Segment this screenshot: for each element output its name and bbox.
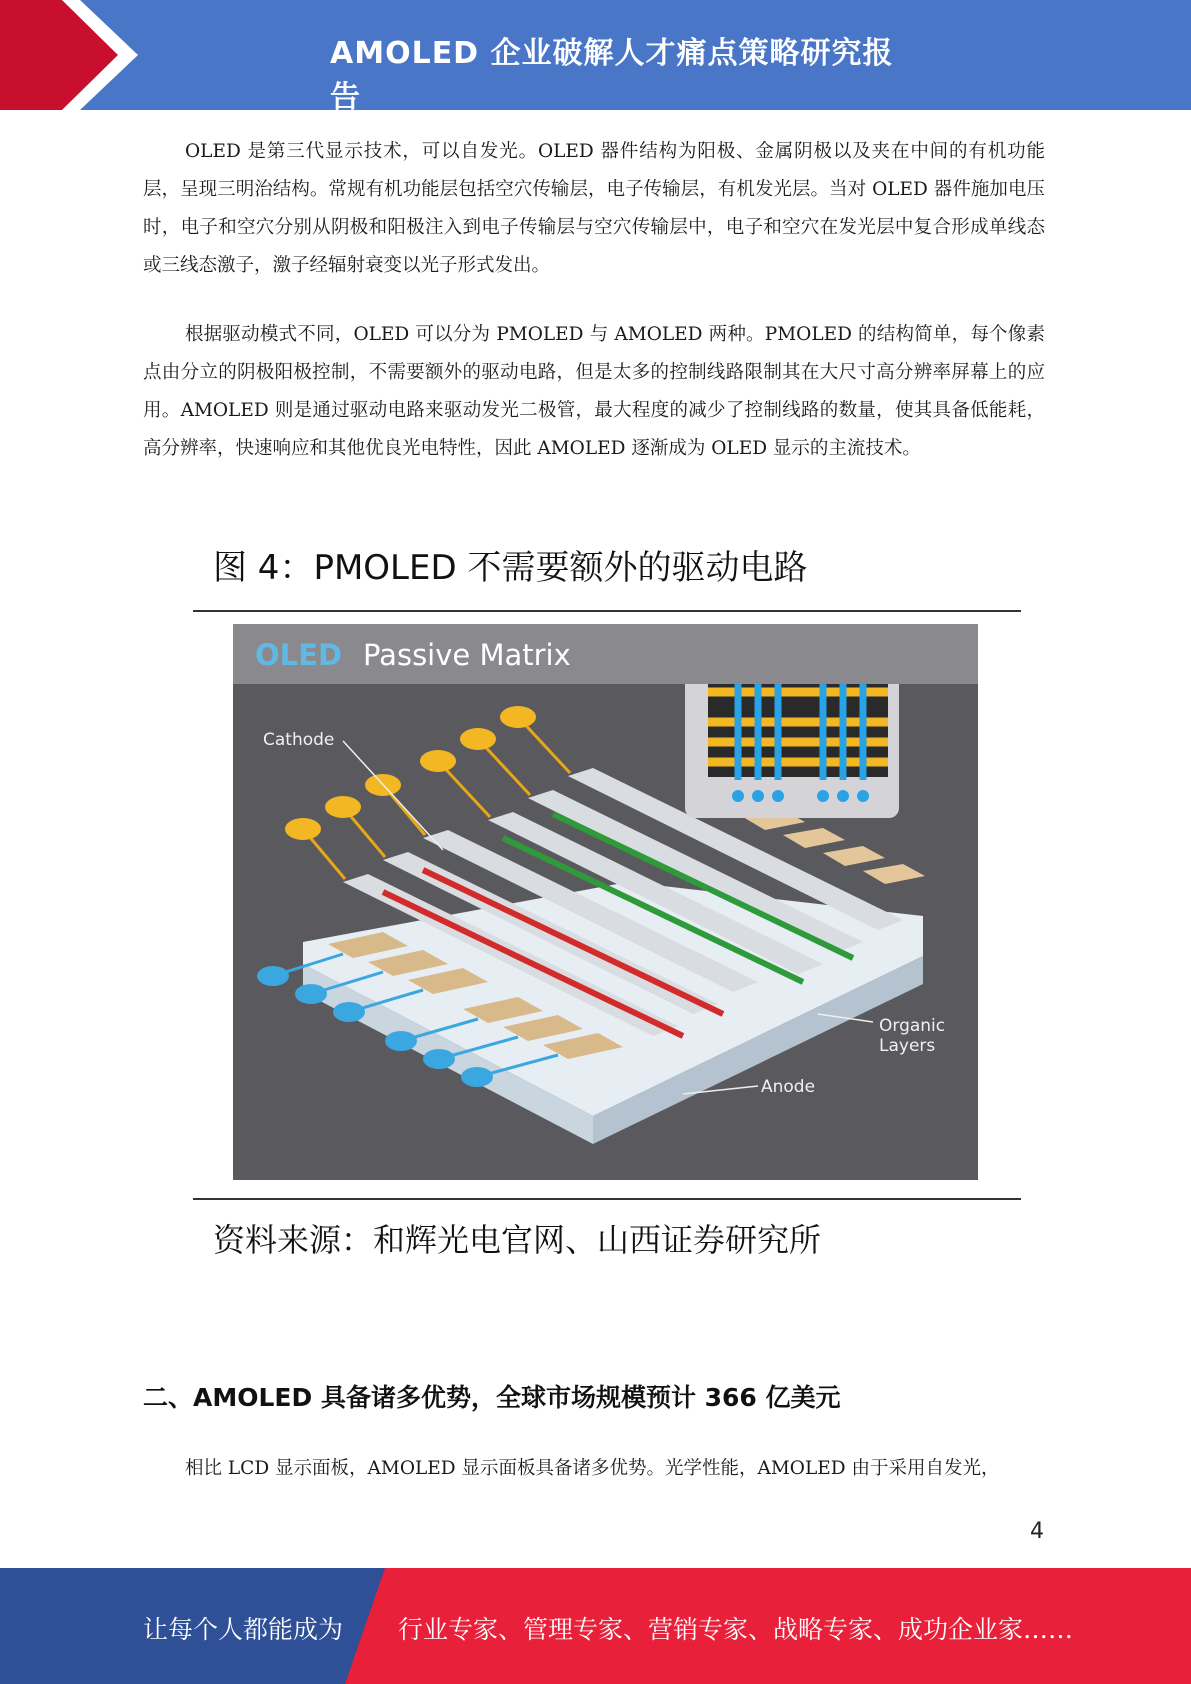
figure (143, 540, 1043, 1260)
page-number: 4 (1030, 1519, 1044, 1544)
diagram-title-accent: OLED (255, 638, 343, 672)
footer-slogan-left: 让每个人都能成为 (143, 1615, 344, 1644)
header-chevron-icon (0, 0, 160, 110)
anode-label: Anode (761, 1077, 816, 1097)
organic-layers-label-line-2: Layers (879, 1036, 936, 1056)
page-footer (0, 1568, 1191, 1684)
figure-bottom-rule (193, 1198, 1021, 1200)
page-header (0, 0, 1191, 115)
diagram-title: Passive Matrix (363, 638, 571, 672)
oled-passive-matrix-diagram (233, 624, 978, 1180)
figure-title: 图 4：PMOLED 不需要额外的驱动电路 (213, 548, 808, 588)
footer-slogan-right: 行业专家、管理专家、营销专家、战略专家、成功企业家…… (398, 1615, 1074, 1644)
header-title: AMOLED 企业破解人才痛点策略研究报告 (330, 36, 894, 115)
body-paragraph-2: 根据驱动模式不同，OLED 可以分为 PMOLED 与 AMOLED 两种。PMOLED 的结构简单，每个像素点由分立的阴极阳极控制，不需要额外的驱动电路，但是太多的控制线路限制其在大尺寸高分辨率屏幕上的应用。AMOLED 则是通过驱动电路来驱动发光二极管，最大程度的减少了控制线路的数量，使其具备低能耗，高分辨率，快速响应和其他优良光电特性，因此 AMOLED 逐渐成为 OLED 显示的主流技术。 (143, 324, 1045, 459)
figure-source: 资料来源：和辉光电官网、山西证券研究所 (213, 1221, 822, 1259)
body-paragraph-3: 相比 LCD 显示面板，AMOLED 显示面板具备诸多优势。光学性能，AMOLED 由于采用自发光， (185, 1458, 1000, 1479)
cathode-label: Cathode (263, 730, 335, 750)
organic-layers-label-line-1: Organic (879, 1016, 946, 1036)
section-heading: 二、AMOLED 具备诸多优势，全球市场规模预计 366 亿美元 (143, 1383, 841, 1412)
passive-matrix-illustration (233, 624, 978, 1180)
organic-layers-label (879, 1016, 945, 1056)
figure-top-rule (193, 610, 1021, 612)
diagram-header-band (233, 624, 978, 684)
body-paragraph-1: OLED 是第三代显示技术，可以自发光。OLED 器件结构为阳极、金属阴极以及夹在中间的有机功能层，呈现三明治结构。常规有机功能层包括空穴传输层，电子传输层，有机发光层。当对 OLED 器件施加电压时，电子和空穴分别从阴极和阳极注入到电子传输层与空穴传输层中，电子和空穴在发光层中复合形成单线态或三线态激子，激子经辐射衰变以光子形式发出。 (143, 141, 1045, 276)
